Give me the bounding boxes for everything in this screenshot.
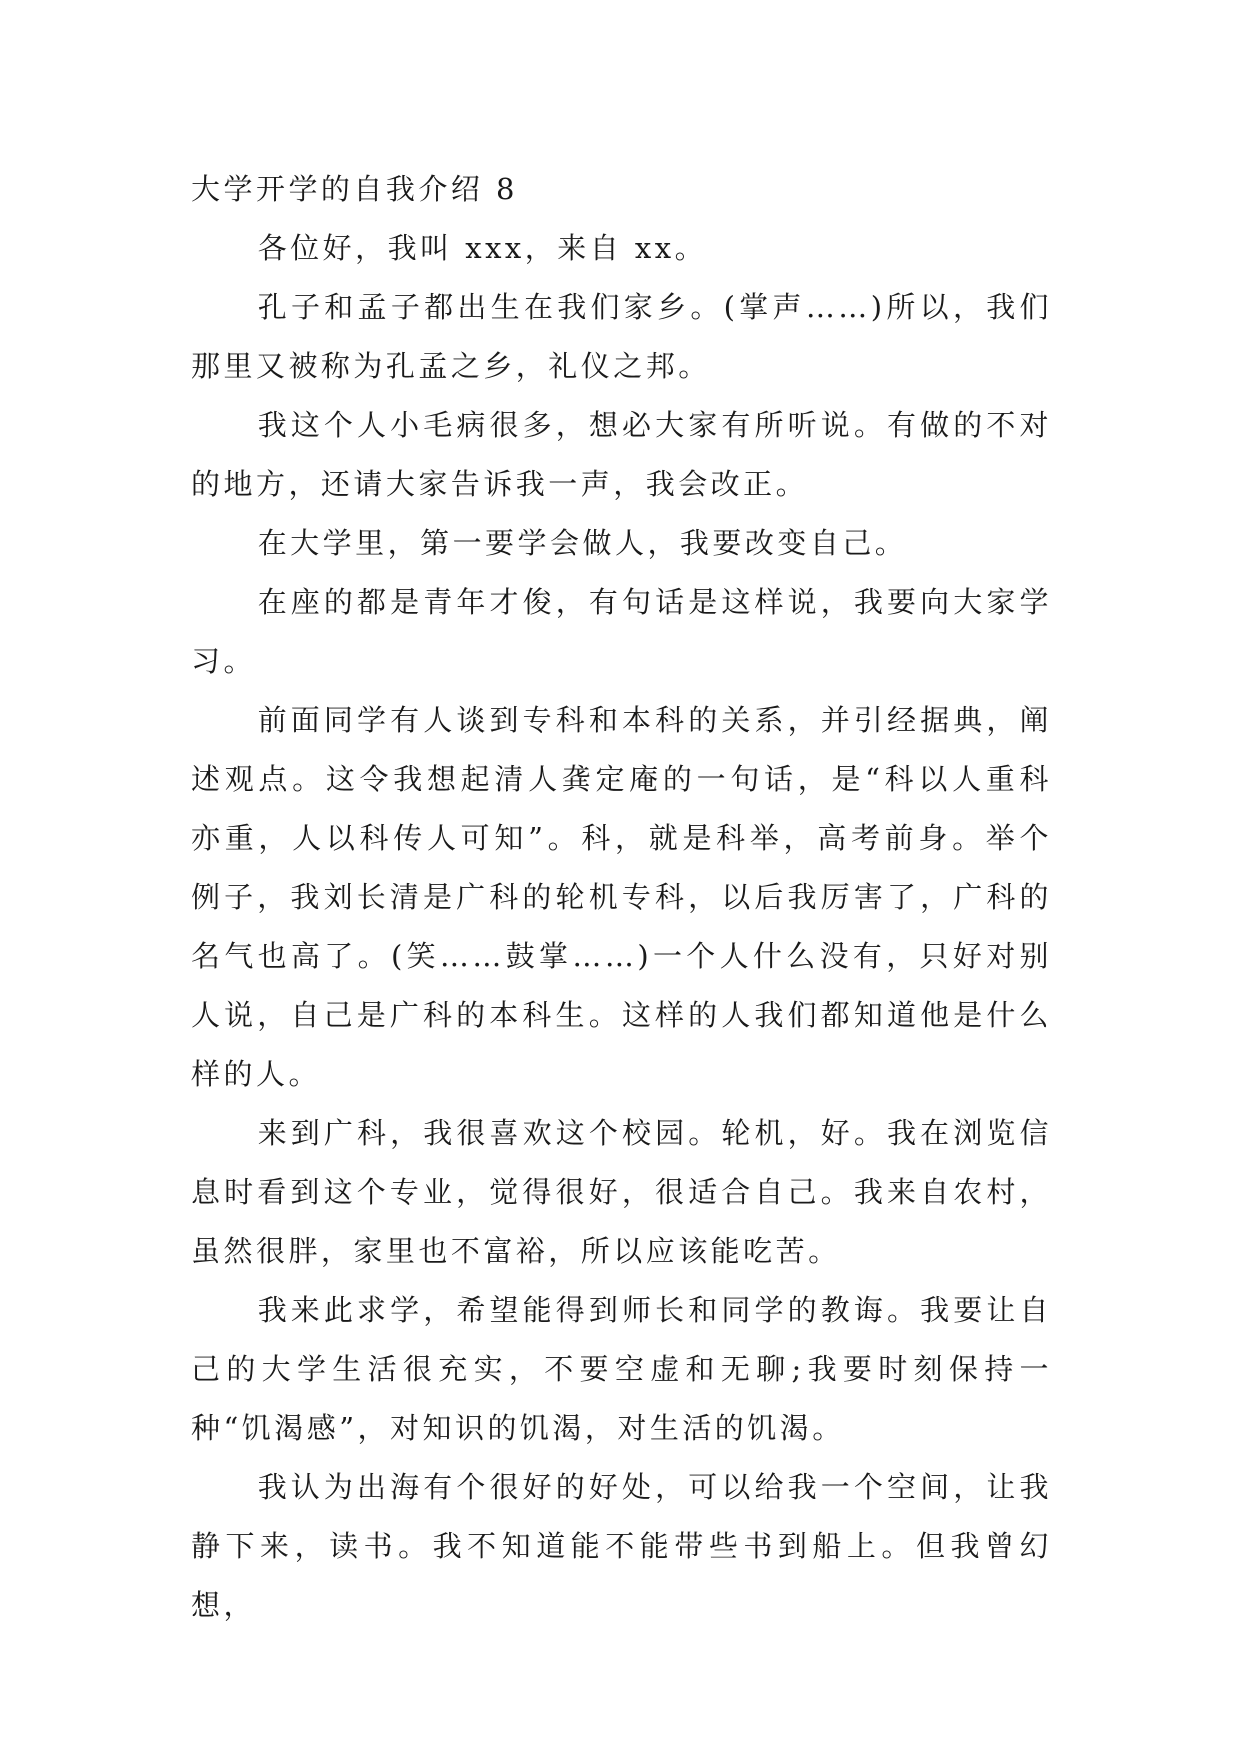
paragraph-sea-reading: 我认为出海有个很好的好处，可以给我一个空间，让我静下来，读书。我不知道能不能带些书到船上。但我曾幻想， (191, 1470, 1052, 1622)
document-title: 大学开学的自我介绍 8 (191, 172, 518, 206)
paragraph-study-hopes: 我来此求学，希望能得到师长和同学的教诲。我要让自己的大学生活很充实，不要空虚和无聊;我要时刻保持一种“饥渴感”，对知识的饥渴，对生活的饥渴。 (191, 1293, 1052, 1445)
paragraph-hometown: 孔子和孟子都出生在我们家乡。(掌声……)所以，我们那里又被称为孔孟之乡，礼仪之邦。 (191, 290, 1052, 383)
document-body (191, 160, 1052, 1635)
paragraph-learn-from-classmates: 在座的都是青年才俊，有句话是这样说，我要向大家学习。 (191, 585, 1052, 678)
paragraph-university-goal: 在大学里，第一要学会做人，我要改变自己。 (257, 526, 908, 560)
paragraph-shortcomings: 我这个人小毛病很多，想必大家有所听说。有做的不对的地方，还请大家告诉我一声，我会改正。 (191, 408, 1052, 501)
paragraph-campus: 来到广科，我很喜欢这个校园。轮机，好。我在浏览信息时看到这个专业，觉得很好，很适合自己。我来自农村，虽然很胖，家里也不富裕，所以应该能吃苦。 (191, 1116, 1052, 1268)
paragraph-degree-discussion: 前面同学有人谈到专科和本科的关系，并引经据典，阐述观点。这令我想起清人龚定庵的一句话，是“科以人重科亦重，人以科传人可知”。科，就是科举，高考前身。举个例子，我刘长清是广科的轮机专科，以后我厉害了，广科的名气也高了。(笑……鼓掌……)一个人什么没有，只好对别人说，自己是广科的本科生。这样的人我们都知道他是什么样的人。 (191, 703, 1052, 1091)
paragraph-greeting: 各位好，我叫 xxx，来自 xx。 (257, 231, 708, 265)
